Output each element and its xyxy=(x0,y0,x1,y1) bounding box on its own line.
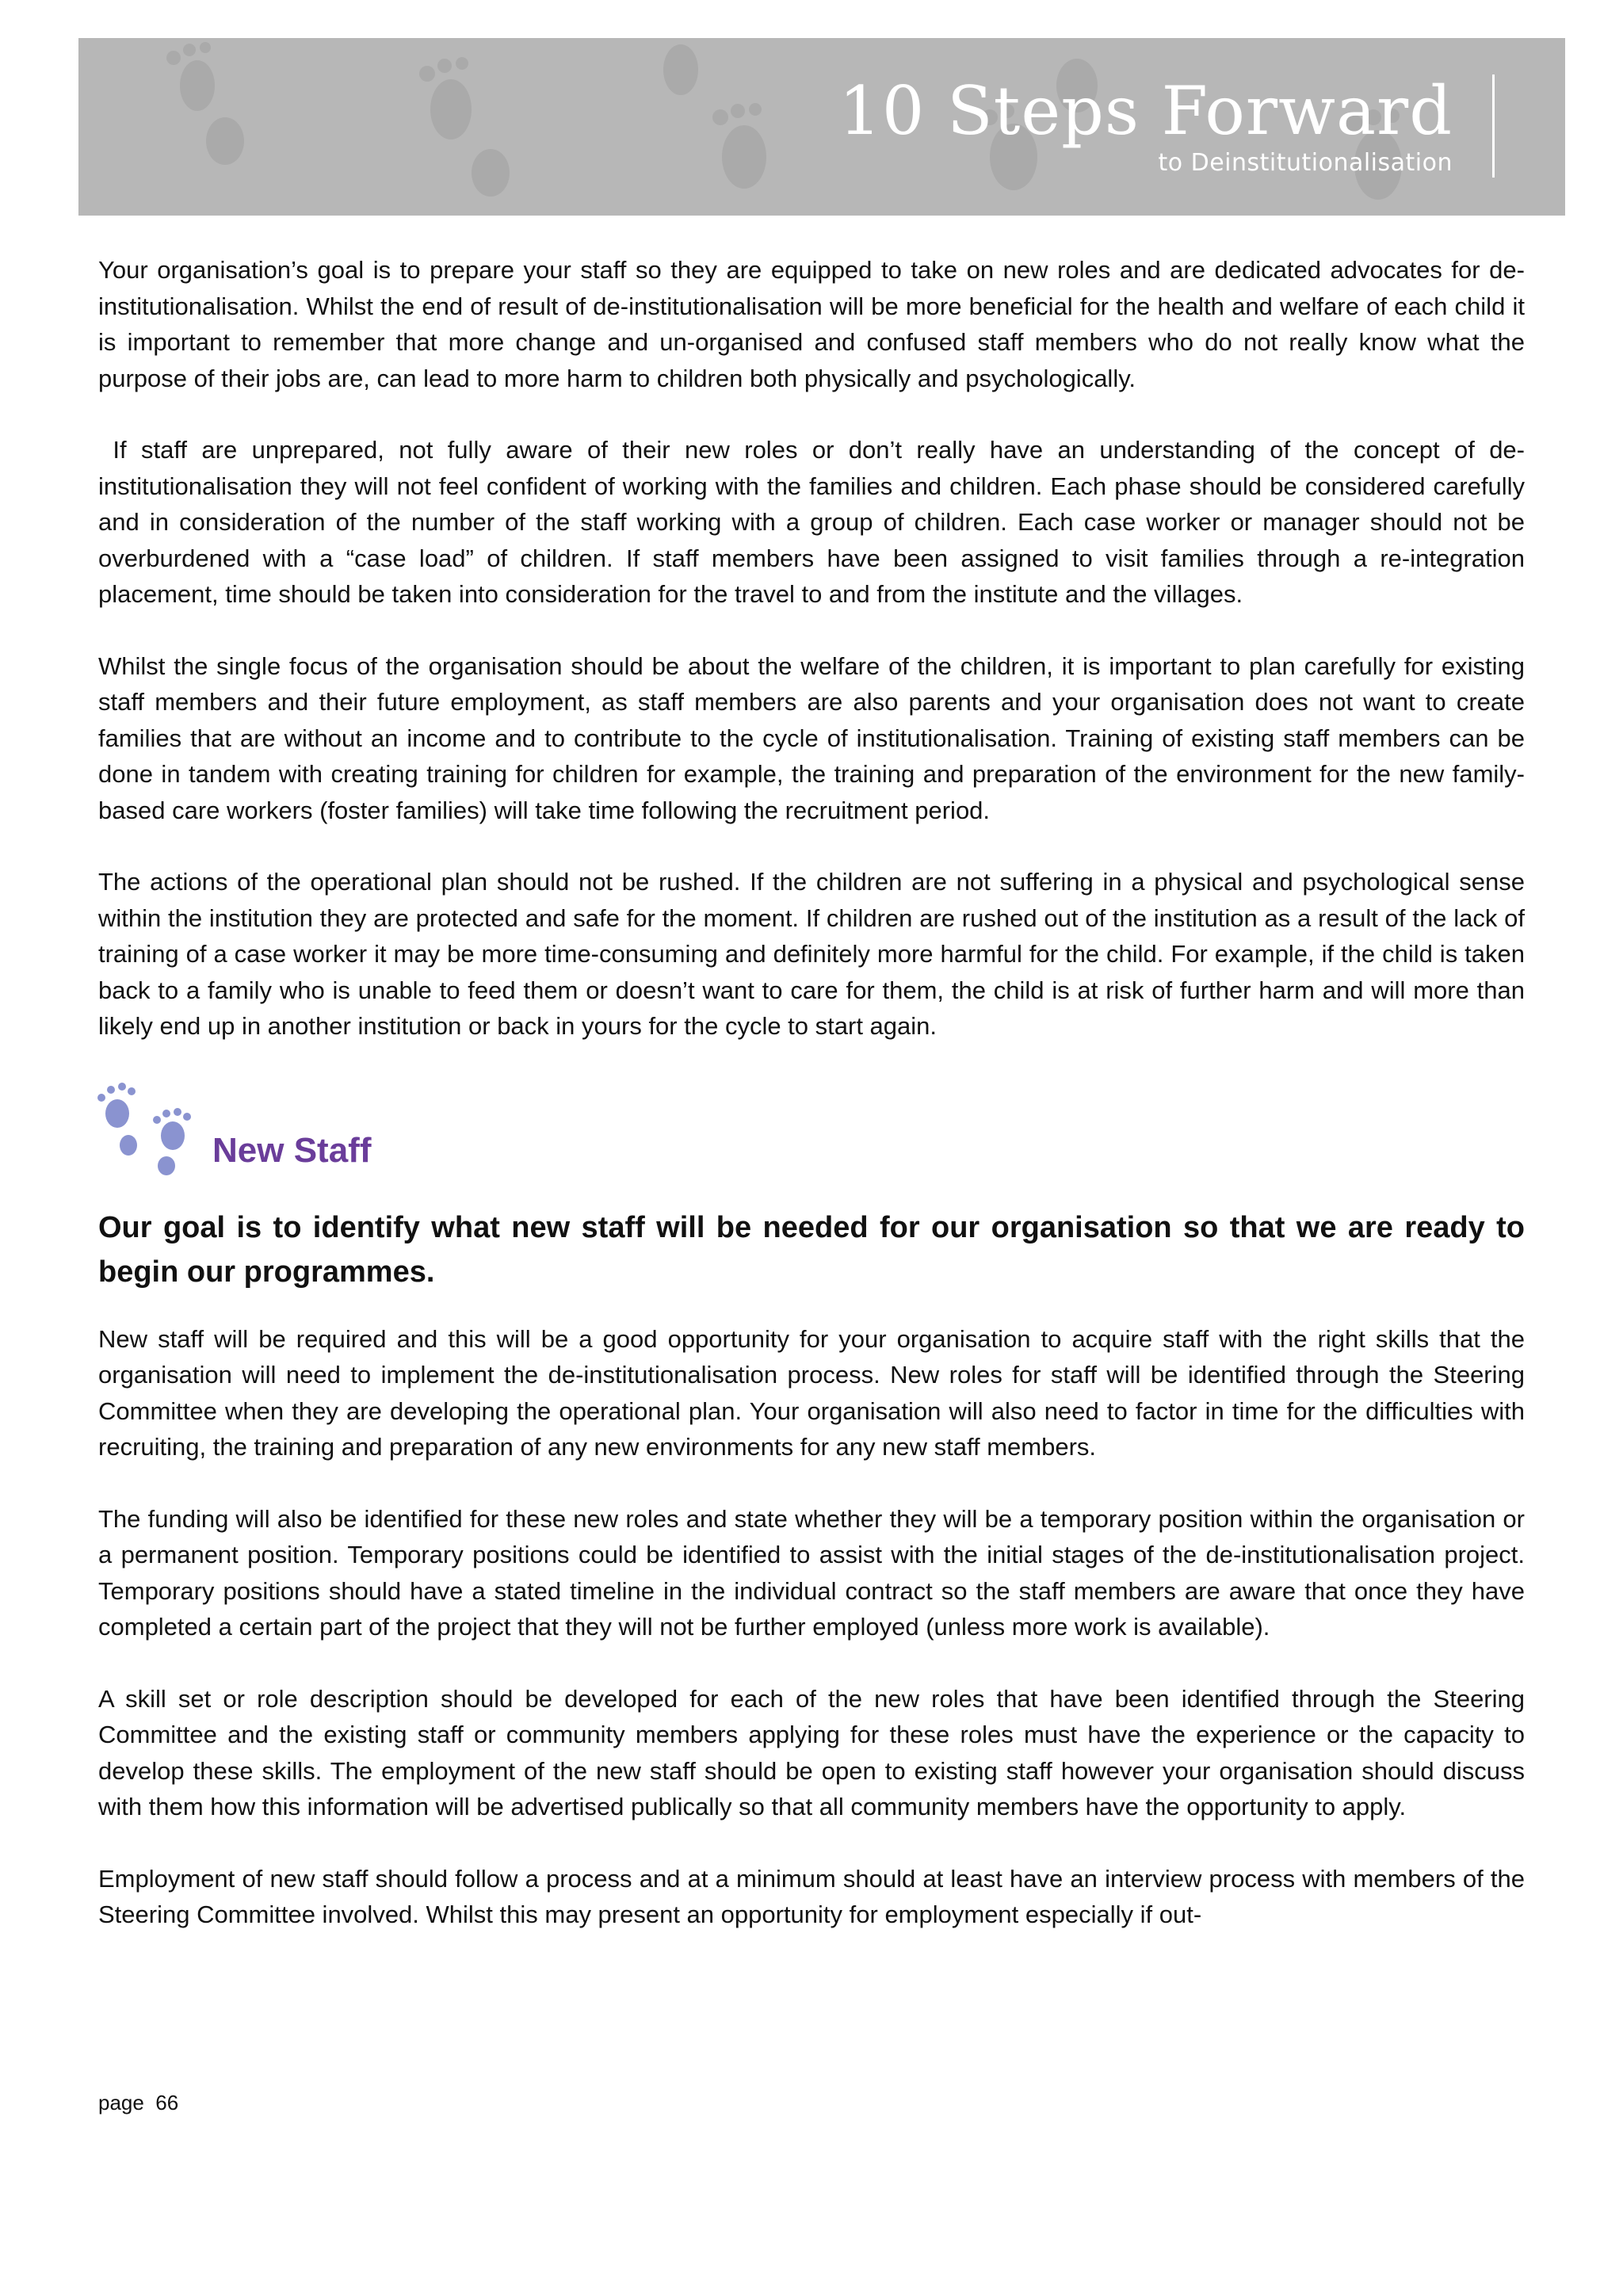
header-divider xyxy=(1492,74,1495,178)
header-subtitle: to Deinstitutionalisation xyxy=(1158,149,1453,177)
body-paragraph: The funding will also be identified for these new roles and state whether they will be a temporary position within the organisation or a permanent position. Temporary positions could be identified to assist with the initial stages of the de-institutionalisation project. Temporary positions should have a stated timeline in the individual contract so the staff members are aware that once they have completed a certain part of the project that they will not be further employed (unless more work is available). xyxy=(98,1504,1525,1641)
body-paragraph: New staff will be required and this will be a good opportunity for your organisation to acquire staff with the right skills that the organisation will need to implement the de-institutionalisation process. New roles for staff will be identified through the Steering Committee when they are developing the operational plan. Your organisation will also need to factor in time for the difficulties with recruiting, the training and preparation of any new environments for any new staff members. xyxy=(98,1324,1525,1461)
goal-statement: Our goal is to identify what new staff will be needed for our organisation so that we are ready to begin our programmes. xyxy=(98,1210,1525,1289)
body-paragraph: Employment of new staff should follow a process and at a minimum should at least have an interview process with members of the Steering Committee involved. Whilst this may present an opportunity for employment especially if out- xyxy=(98,1864,1525,1928)
body-paragraph: If staff are unprepared, not fully aware of their new roles or don’t really have an understanding of the concept of de-institutionalisation they will not feel confident of working with the families and children. Each phase should be considered carefully and in consideration of the number of the staff working with a group of children. Each case worker or manager should not be overburdened with a “case load” of children. If staff members have been assigned to visit families through a re-integration placement, time should be taken into consideration for the travel to and from the institute and the villages. xyxy=(98,436,1532,608)
footprints-icon xyxy=(95,1080,206,1175)
header-banner xyxy=(78,38,1565,216)
header-title: 10 Steps Forward xyxy=(838,72,1453,150)
body-paragraph: Your organisation’s goal is to prepare your staff so they are equipped to take on new roles and are dedicated advocates for de-institutionalisation. Whilst the end of result of de-institutionalisation will be more beneficial for the health and welfare of each child it is important to remember that more change and un-organised and confused staff members who do not really know what the purpose of their jobs are, can lead to more harm to children both physically and psychologically. xyxy=(98,256,1525,392)
section-heading xyxy=(98,1080,1525,1183)
body-paragraph: A skill set or role description should be developed for each of the new roles that have been identified through the Steering Committee and the existing staff or community members applying for these roles must have the experience or the capacity to develop these skills. The employment of the new staff should be open to existing staff however your organisation should discuss with them how this information will be advertised publically so that all community members have the opportunity to apply. xyxy=(98,1684,1525,1820)
section-title: New Staff xyxy=(212,1130,372,1170)
page-content xyxy=(98,252,1532,1969)
body-paragraph: Whilst the single focus of the organisation should be about the welfare of the children, it is important to plan carefully for existing staff members and their future employment, as staff members are also parents and your organisation does not want to create families that are without an income and to contribute to the cycle of institutionalisation. Training of existing staff members can be done in tandem with creating training for children for example, the training and preparation of the environment for the new family-based care workers (foster families) will take time following the recruitment period. xyxy=(98,651,1525,824)
body-paragraph: The actions of the operational plan should not be rushed. If the children are not suffering in a physical and psychological sense within the institution they are protected and safe for the moment. If children are rushed out of the institution as a result of the lack of training of a case worker it may be more time-consuming and definitely more harmful for the child. For example, if the child is taken back to a family who is unable to feed them or doesn’t want to care for them, the child is at risk of further harm and will more than likely end up in another institution or back in yours for the cycle to start again. xyxy=(98,868,1525,1040)
page-number: page 66 xyxy=(98,2091,179,2115)
